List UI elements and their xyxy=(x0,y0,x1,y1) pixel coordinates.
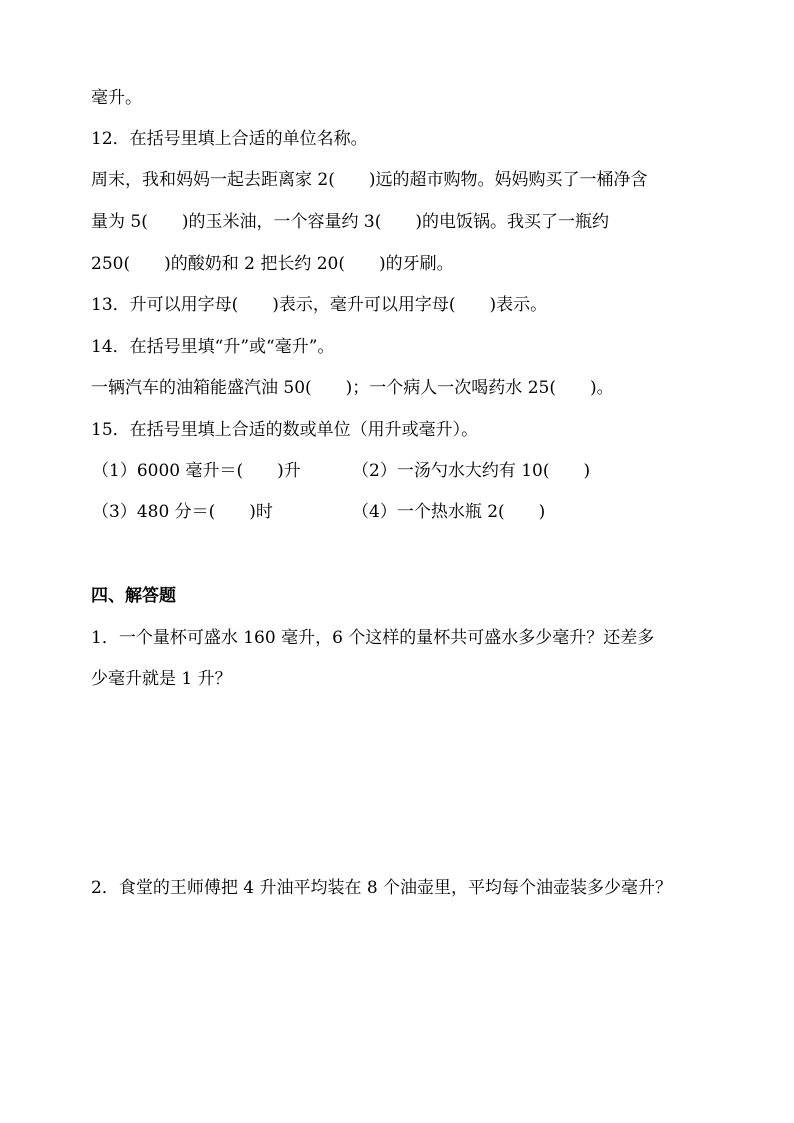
problem-2: 2．食堂的王师傅把 4 升油平均装在 8 个油壶里，平均每个油壶装多少毫升？ xyxy=(91,878,673,898)
question-12-text: 周末，我和妈妈一起去距离家 2( )远的超市购物。妈妈购买了一桶净含 xyxy=(91,170,648,190)
problem-1: 少毫升就是 1 升？ xyxy=(91,669,232,689)
problem-1: 1．一个量杯可盛水 160 毫升，6 个这样的量杯共可盛水多少毫升？还差多 xyxy=(91,628,655,648)
question-14-title: 14．在括号里填“升”或“毫升”。 xyxy=(91,337,335,357)
question-13: 13．升可以用字母( )表示，毫升可以用字母( )表示。 xyxy=(91,295,548,315)
question-12-title: 12．在括号里填上合适的单位名称。 xyxy=(91,129,368,149)
question-15-item-4: （4）一个热水瓶 2( ) xyxy=(352,502,546,522)
question-15-item-1: （1）6000 毫升＝( )升 xyxy=(92,461,301,481)
question-15-item-3: （3）480 分＝( )时 xyxy=(92,502,273,522)
question-12-text: 量为 5( )的玉米油，一个容量约 3( )的电饭锅。我买了一瓶约 xyxy=(91,212,609,232)
question-15-title: 15．在括号里填上合适的数或单位（用升或毫升）。 xyxy=(91,420,479,440)
text-line: 毫升。 xyxy=(91,88,142,108)
question-14-text: 一辆汽车的油箱能盛汽油 50( )；一个病人一次喝药水 25( )。 xyxy=(91,378,614,398)
question-12-text: 250( )的酸奶和 2 把长约 20( )的牙刷。 xyxy=(91,254,454,274)
question-15-item-2: （2）一汤勺水大约有 10( ) xyxy=(352,461,591,481)
section-heading: 四、解答题 xyxy=(91,586,176,606)
